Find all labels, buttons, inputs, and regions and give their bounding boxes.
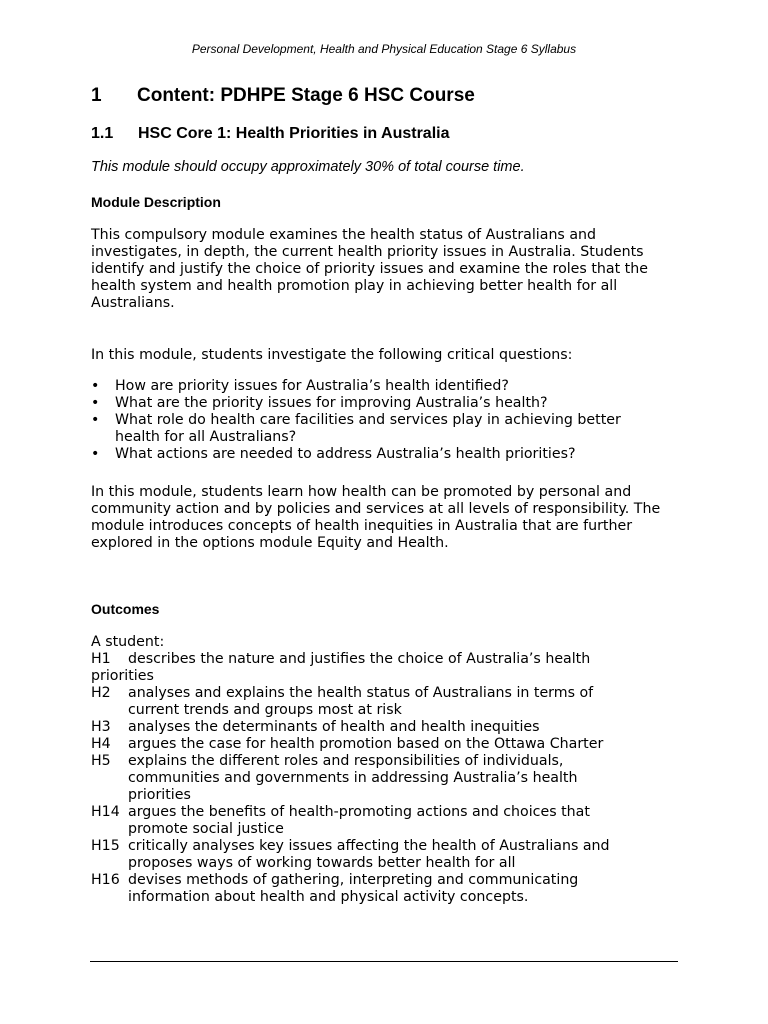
outcome-code: H15 <box>91 838 120 854</box>
time-allocation-note: This module should occupy approximately 30% of total course time. <box>91 159 525 175</box>
outcome-code: H1 <box>91 651 111 667</box>
footer-divider <box>90 961 678 962</box>
bullet-icon: • <box>91 378 100 394</box>
outcome-item <box>91 736 691 753</box>
outcome-item <box>91 804 691 838</box>
outcome-item <box>91 753 691 804</box>
learning-paragraph: In this module, students learn how health can be promoted by personal and community action and by policies and services at all levels of responsibility. The module introduces concepts of health inequities in Australia that are further explored in the options module Equity and Health. <box>91 484 661 551</box>
bullet-icon: • <box>91 446 100 462</box>
outcome-item <box>91 872 691 906</box>
outcome-code: H5 <box>91 753 111 769</box>
subsection-heading <box>91 125 449 143</box>
module-description-paragraph: This compulsory module examines the health status of Australians and investigates, in depth, the current health priority issues in Australia. Students identify and justify the choice of priority issues and examine the roles that the health system and health promotion play in achieving better health for all Australians. <box>91 227 648 311</box>
outcome-item <box>91 685 691 719</box>
outcome-item <box>91 719 691 736</box>
outcome-code: H16 <box>91 872 120 888</box>
bullet-icon: • <box>91 412 100 428</box>
outcome-item <box>91 651 691 685</box>
outcome-code: H2 <box>91 685 111 701</box>
section-heading <box>91 85 475 107</box>
list-item: • What actions are needed to address Australia’s health priorities? <box>91 446 576 462</box>
list-item: • What role do health care facilities and services play in achieving better health for all Australians? <box>91 412 621 445</box>
subsection-number: 1.1 <box>91 125 114 142</box>
outcome-item <box>91 838 691 872</box>
list-item: • What are the priority issues for improving Australia’s health? <box>91 395 548 411</box>
outcome-text: argues the benefits of health-promoting actions and choices that promote social justice <box>128 804 590 837</box>
subsection-title: HSC Core 1: Health Priorities in Australia <box>138 125 450 142</box>
outcomes-heading: Outcomes <box>91 601 160 617</box>
outcome-text: explains the different roles and responsibilities of individuals, communities and governments in addressing Australia’s health priorities <box>128 753 578 803</box>
outcome-text: devises methods of gathering, interpreting and communicating information about health and physical activity concepts. <box>128 872 579 905</box>
outcome-code: H3 <box>91 719 111 735</box>
module-description-heading: Module Description <box>91 194 221 210</box>
outcome-text: analyses and explains the health status of Australians in terms of current trends and groups most at risk <box>128 685 594 718</box>
outcome-text: describes the nature and justifies the choice of Australia’s health priorities <box>91 651 591 684</box>
section-title: Content: PDHPE Stage 6 HSC Course <box>137 85 475 106</box>
outcomes-list <box>91 634 691 906</box>
list-item: • How are priority issues for Australia’s health identified? <box>91 378 509 394</box>
outcome-code: H4 <box>91 736 111 752</box>
outcome-text: critically analyses key issues affecting the health of Australians and proposes ways of working towards better health for all <box>128 838 610 871</box>
outcomes-lead: A student: <box>91 634 165 650</box>
running-header: Personal Development, Health and Physical Education Stage 6 Syllabus <box>191 42 577 56</box>
bullet-icon: • <box>91 395 100 411</box>
critical-questions-list <box>91 378 691 463</box>
outcome-text: argues the case for health promotion based on the Ottawa Charter <box>128 736 604 752</box>
outcome-code: H14 <box>91 804 120 820</box>
section-number: 1 <box>91 85 102 106</box>
critical-questions-intro: In this module, students investigate the following critical questions: <box>91 347 573 363</box>
outcome-text: analyses the determinants of health and health inequities <box>128 719 540 735</box>
